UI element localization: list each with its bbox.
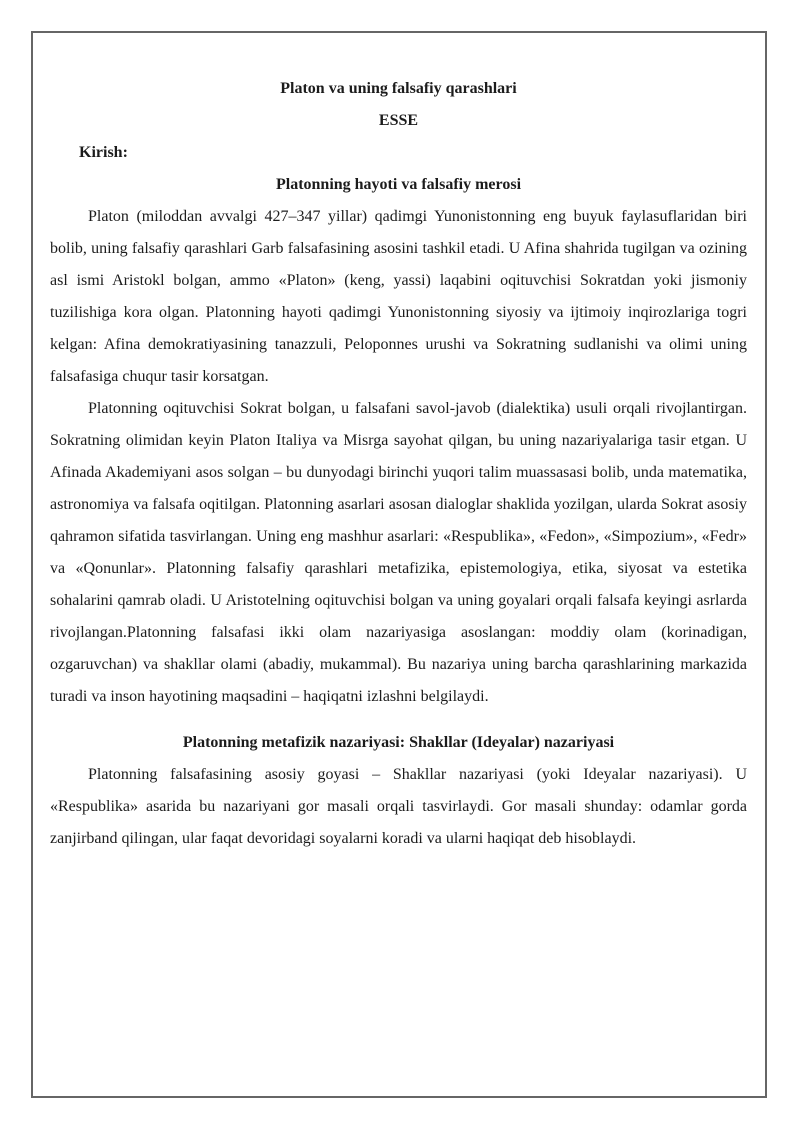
document-content — [50, 73, 747, 855]
document-subtitle: ESSE — [378, 112, 419, 129]
intro-label: Kirish: — [79, 144, 128, 161]
section-1-heading: Platonning hayoti va falsafiy merosi — [275, 176, 522, 193]
section-2-paragraph-1: Platonning falsafasining asosiy goyasi – Shakllar nazariyasi (yoki Ideyalar nazariyasi). U «Respublika» asarida bu nazariyani gor masali orqali tasvirlaydi. Gor masali shunday: odamlar gorda zanjirband qilingan, ular faqat devoridagi soyalarni koradi va ularni haqiqat deb hisoblaydi. — [50, 766, 747, 847]
section-2-heading: Platonning metafizik nazariyasi: Shakllar (Ideyalar) nazariyasi — [182, 734, 615, 751]
section-1-paragraph-1: Platon (miloddan avvalgi 427–347 yillar) qadimgi Yunonistonning eng buyuk faylasuflaridan biri bolib, uning falsafiy qarashlari Garb falsafasining asosini tashkil etadi. U Afina shahrida tugilgan va ozining asl ismi Aristokl bolgan, ammo «Platon» (keng, yassi) laqabini oqituvchisi Sokratdan yoki jismoniy tuzilishiga kora olgan. Platonning hayoti qadimgi Yunonistonning siyosiy va ijtimoiy inqirozlariga togri kelgan: Afina demokratiyasining tanazzuli, Peloponnes urushi va Sokratning sudlanishi va olimi uning falsafasiga chuqur tasir korsatgan. — [50, 208, 747, 385]
document-title: Platon va uning falsafiy qarashlari — [280, 80, 517, 97]
page-border-frame — [31, 31, 767, 1098]
section-1-paragraph-2: Platonning oqituvchisi Sokrat bolgan, u falsafani savol-javob (dialektika) usuli orqali rivojlantirgan. Sokratning olimidan keyin Platon Italiya va Misrga sayohat qilgan, bu uning nazariyalariga tasir etgan. U Afinada Akademiyani asos solgan – bu dunyodagi birinchi yuqori talim muassasasi bolib, unda matematika, astronomiya va falsafa oqitilgan. Platonning asarlari asosan dialoglar shaklida yozilgan, ularda Sokrat asosiy qahramon sifatida tasvirlangan. Uning eng mashhur asarlari: «Respublika», «Fedon», «Simpozium», «Fedr» va «Qonunlar». Platonning falsafiy qarashlari metafizika, epistemologiya, etika, siyosat va estetika sohalarini qamrab oladi. U Aristotelning oqituvchisi bolgan va uning goyalari orqali falsafa keyingi asrlarda rivojlangan.Platonning falsafasi ikki olam nazariyasiga asoslangan: moddiy olam (korinadigan, ozgaruvchan) va shakllar olami (abadiy, mukammal). Bu nazariya uning barcha qarashlarining markazida turadi va inson hayotining maqsadini – haqiqatni izlashni belgilaydi. — [50, 400, 747, 705]
